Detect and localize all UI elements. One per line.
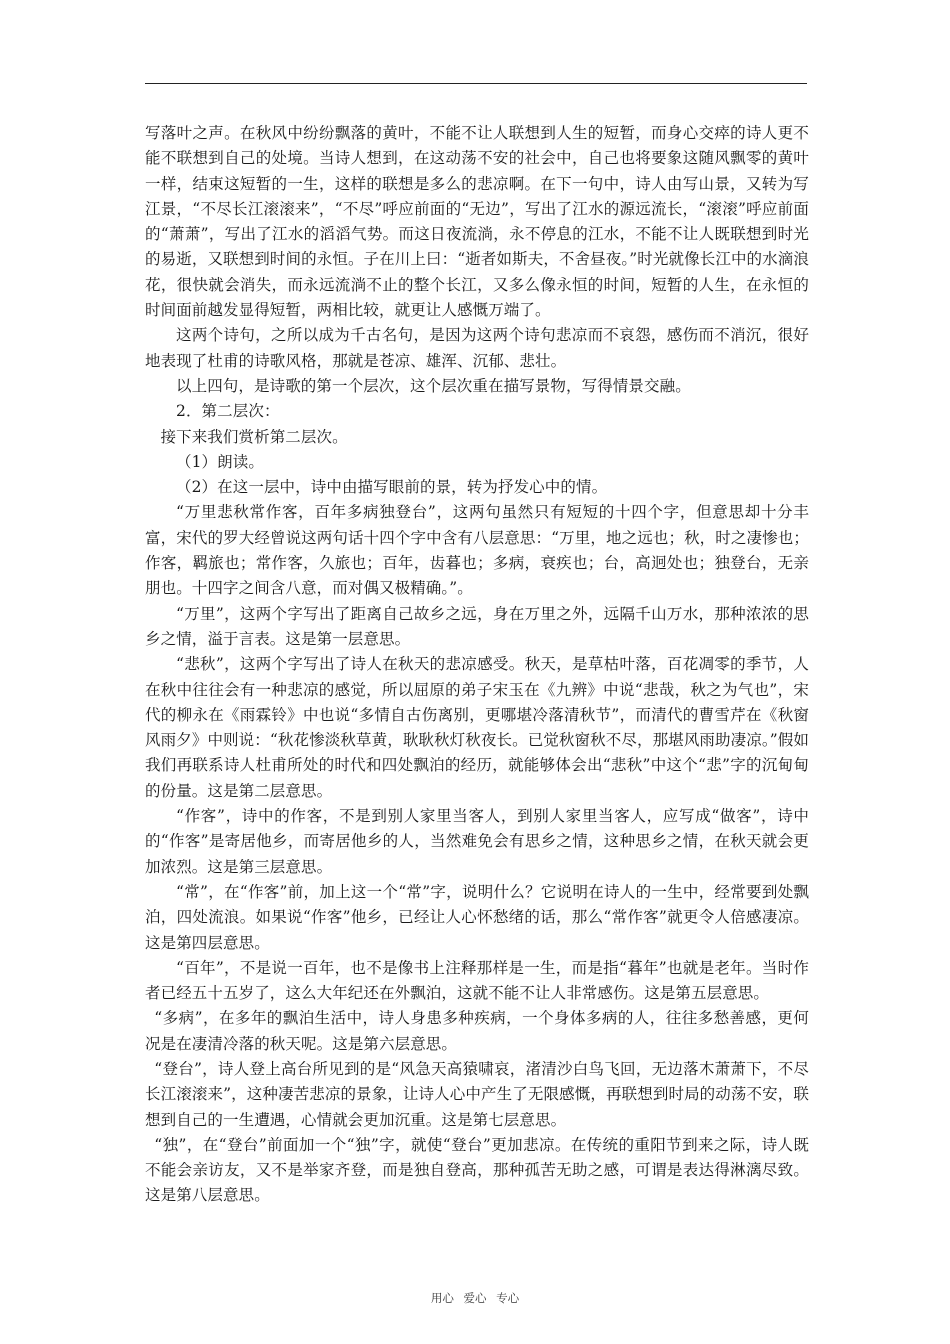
list-item: （1）朗读。 — [176, 452, 264, 471]
paragraph: 这两个诗句，之所以成为千古名句，是因为这两个诗句悲凉而不哀怨，感伤而不消沉，很好地表现了杜甫的诗歌风格，那就是苍凉、雄浑、沉郁、悲壮。 — [145, 326, 809, 370]
list-item: （2）在这一层中，诗中由描写眼前的景，转为抒发心中的情。 — [176, 478, 608, 497]
header-divider — [145, 83, 807, 84]
paragraph: “多病”，在多年的飘泊生活中，诗人身患多种疾病，一个身体多病的人，往往多愁善感，更何况是在凄清冷落的秋天呢。这是第六层意思。 — [145, 1009, 809, 1053]
paragraph: “悲秋”，这两个字写出了诗人在秋天的悲凉感受。秋天，是草枯叶落，百花凋零的季节，人在秋中往往会有一种悲凉的感觉，所以屈原的弟子宋玉在《九辨》中说“悲哉，秋之为气也”，宋代的柳永在《雨霖铃》中也说“多情自古伤离别，更哪堪冷落清秋节”，而清代的曹雪芹在《秋窗风雨夕》中则说：“秋花惨淡秋草黄，耿耿秋灯秋夜长。已觉秋窗秋不尽，那堪风雨助凄凉。”假如我们再联系诗人杜甫所处的时代和四处飘泊的经历，就能够体会出“悲秋”中这个“悲”字的沉甸甸的份量。这是第二层意思。 — [145, 655, 809, 800]
paragraph: “常”，在“作客”前，加上这一个“常”字，说明什么？它说明在诗人的一生中，经常要到处飘泊，四处流浪。如果说“作客”他乡，已经让人心怀愁绪的话，那么“常作客”就更令人倍感凄凉。这是第四层意思。 — [145, 882, 809, 952]
document-body — [145, 121, 809, 1209]
page-footer: 用心 爱心 专心 — [430, 1291, 520, 1305]
paragraph: 写落叶之声。在秋风中纷纷飘落的黄叶，不能不让人联想到人生的短暂，而身心交瘁的诗人更不能不联想到自己的处境。当诗人想到，在这动荡不安的社会中，自己也将要象这随风飘零的黄叶一样，结束这短暂的一生，这样的联想是多么的悲凉啊。在下一句中，诗人由写山景，又转为写江景，“不尽长江滚滚来”，“不尽”呼应前面的“无边”，写出了江水的源远流长，“滚滚”呼应前面的“萧萧”，写出了江水的滔滔气势。而这日夜流淌，永不停息的江水，不能不让人既联想到时光的易逝，又联想到时间的永恒。子在川上曰：“逝者如斯夫，不舍昼夜。”时光就像长江中的水滴浪花，很快就会消失，而永远流淌不止的整个长江，又多么像永恒的时间，短暂的人生，在永恒的时间面前越发显得短暂，两相比较，就更让人感慨万端了。 — [145, 124, 809, 320]
paragraph: “作客”，诗中的作客，不是到别人家里当客人，到别人家里当客人，应写成“做客”，诗中的“作客”是寄居他乡，而寄居他乡的人，当然难免会有思乡之情，这种思乡之情，在秋天就会更加浓烈。这是第三层意思。 — [145, 807, 809, 876]
section-heading: 2．第二层次： — [176, 402, 280, 421]
paragraph: “独”，在“登台”前面加一个“独”字，就使“登台”更加悲凉。在传统的重阳节到来之际，诗人既不能会亲访友，又不是举家齐登，而是独自登高，那种孤苦无助之感，可谓是表达得淋漓尽致。这是第八层意思。 — [145, 1135, 809, 1205]
paragraph: “登台”，诗人登上高台所见到的是“风急天高猿啸哀，渚清沙白鸟飞回，无边落木萧萧下，不尽长江滚滚来”，这种凄苦悲凉的景象，让诗人心中产生了无限感慨，再联想到时局的动荡不安，联想到自己的一生遭遇，心情就会更加沉重。这是第七层意思。 — [145, 1059, 809, 1129]
paragraph: 接下来我们赏析第二层次。 — [160, 427, 348, 446]
paragraph: “万里悲秋常作客，百年多病独登台”，这两句虽然只有短短的十四个字，但意思却十分丰富，宋代的罗大经曾说这两句话十四个字中含有八层意思：“万里，地之远也；秋，时之凄惨也；作客，羁旅也；常作客，久旅也；百年，齿暮也；多病，衰疾也；台，高迥处也；独登台，无亲朋也。十四字之间含八意，而对偶又极精确。”。 — [145, 503, 809, 598]
paragraph: 以上四句，是诗歌的第一个层次，这个层次重在描写景物，写得情景交融。 — [176, 376, 691, 395]
paragraph: “万里”，这两个字写出了距离自己故乡之远，身在万里之外，远隔千山万水，那种浓浓的思乡之情，溢于言表。这是第一层意思。 — [145, 604, 809, 648]
paragraph: “百年”，不是说一百年，也不是像书上注释那样是一生，而是指“暮年”也就是老年。当时作者已经五十五岁了，这么大年纪还在外飘泊，这就不能不让人非常感伤。这是第五层意思。 — [145, 958, 809, 1003]
